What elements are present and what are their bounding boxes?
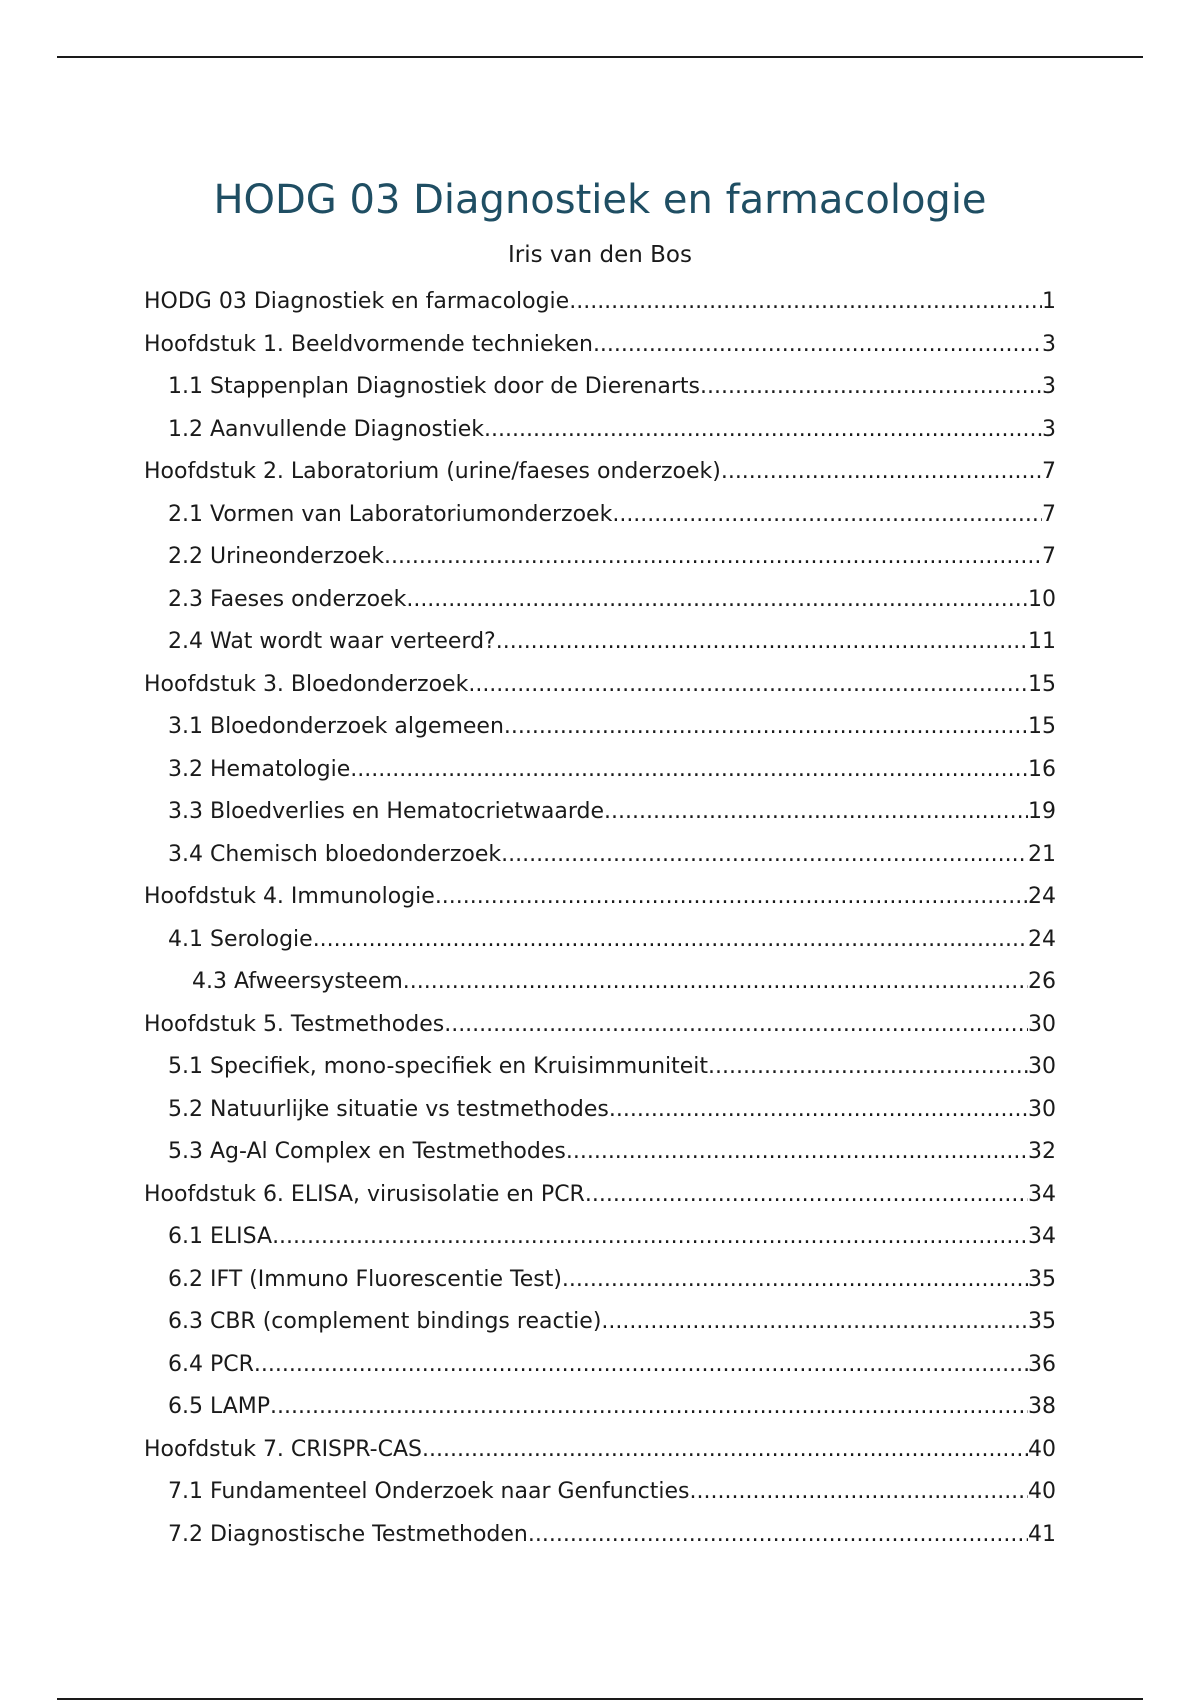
toc-dot-leader bbox=[612, 500, 1042, 530]
toc-dot-leader bbox=[601, 1307, 1028, 1337]
toc-entry[interactable] bbox=[144, 797, 1056, 840]
toc-dot-leader bbox=[585, 1180, 1028, 1210]
toc-entry-page-number: 15 bbox=[1028, 671, 1056, 697]
toc-entry-page-number: 41 bbox=[1028, 1521, 1056, 1547]
toc-entry[interactable] bbox=[144, 1392, 1056, 1435]
toc-dot-leader bbox=[593, 330, 1042, 360]
toc-entry-label: 1.2 Aanvullende Diagnostiek bbox=[168, 416, 484, 442]
toc-entry[interactable] bbox=[144, 840, 1056, 883]
toc-entry-page-number: 7 bbox=[1042, 501, 1056, 527]
toc-entry-label: Hoofdstuk 2. Laboratorium (urine/faeses onderzoek) bbox=[144, 459, 721, 484]
toc-entry-page-number: 24 bbox=[1028, 884, 1056, 909]
toc-entry-label: 4.1 Serologie bbox=[168, 926, 313, 952]
toc-entry-page-number: 7 bbox=[1042, 459, 1056, 484]
toc-entry[interactable] bbox=[144, 1180, 1056, 1223]
toc-dot-leader bbox=[468, 670, 1028, 700]
toc-dot-leader bbox=[566, 1137, 1028, 1167]
toc-entry-page-number: 35 bbox=[1028, 1266, 1056, 1292]
toc-entry[interactable] bbox=[144, 415, 1056, 458]
toc-entry[interactable] bbox=[144, 712, 1056, 755]
toc-entry[interactable] bbox=[144, 967, 1056, 1010]
toc-dot-leader bbox=[350, 755, 1028, 785]
toc-dot-leader bbox=[254, 1350, 1028, 1380]
toc-entry[interactable] bbox=[144, 542, 1056, 585]
toc-entry-label: 3.2 Hematologie bbox=[168, 756, 351, 782]
toc-entry[interactable] bbox=[144, 1137, 1056, 1180]
toc-entry-page-number: 26 bbox=[1028, 969, 1056, 994]
toc-entry[interactable] bbox=[144, 925, 1056, 968]
toc-entry-label: Hoofdstuk 7. CRISPR-CAS bbox=[144, 1436, 422, 1462]
toc-entry-page-number: 38 bbox=[1028, 1394, 1056, 1419]
toc-entry-label: 6.5 LAMP bbox=[168, 1394, 271, 1419]
toc-dot-leader bbox=[528, 1520, 1028, 1550]
toc-entry-label: 7.2 Diagnostische Testmethoden bbox=[168, 1521, 528, 1547]
toc-entry[interactable] bbox=[144, 1435, 1056, 1478]
toc-entry[interactable] bbox=[144, 1265, 1056, 1308]
toc-entry-page-number: 7 bbox=[1042, 544, 1056, 569]
toc-entry[interactable] bbox=[144, 287, 1056, 330]
toc-entry[interactable] bbox=[144, 457, 1056, 500]
toc-entry-label: 5.1 Specifiek, mono-specifiek en Kruisimmuniteit bbox=[168, 1054, 709, 1079]
toc-entry-page-number: 19 bbox=[1028, 799, 1056, 824]
toc-dot-leader bbox=[496, 627, 1028, 657]
toc-dot-leader bbox=[504, 712, 1028, 742]
toc-entry-page-number: 34 bbox=[1028, 1224, 1056, 1249]
toc-entry[interactable] bbox=[144, 1095, 1056, 1138]
toc-entry[interactable] bbox=[144, 1307, 1056, 1350]
toc-dot-leader bbox=[444, 1010, 1028, 1040]
toc-dot-leader bbox=[501, 840, 1028, 870]
toc-entry-label: 6.3 CBR (complement bindings reactie) bbox=[168, 1309, 602, 1334]
toc-entry-page-number: 30 bbox=[1028, 1054, 1056, 1079]
toc-entry-page-number: 11 bbox=[1028, 629, 1056, 654]
toc-entry[interactable] bbox=[144, 755, 1056, 798]
toc-entry-page-number: 1 bbox=[1042, 289, 1056, 314]
toc-entry-page-number: 35 bbox=[1028, 1309, 1056, 1334]
toc-dot-leader bbox=[270, 1392, 1028, 1422]
toc-entry-label: 2.1 Vormen van Laboratoriumonderzoek bbox=[168, 501, 613, 527]
document-title: HODG 03 Diagnostiek en farmacologie bbox=[213, 177, 987, 223]
toc-entry-label: Hoofdstuk 6. ELISA, virusisolatie en PCR bbox=[144, 1181, 585, 1207]
toc-entry[interactable] bbox=[144, 585, 1056, 628]
toc-entry-page-number: 30 bbox=[1028, 1011, 1056, 1037]
toc-dot-leader bbox=[484, 415, 1042, 445]
toc-entry-label: 6.2 IFT (Immuno Fluorescentie Test) bbox=[168, 1266, 562, 1292]
toc-entry-label: 3.4 Chemisch bloedonderzoek bbox=[168, 841, 502, 867]
toc-entry-page-number: 24 bbox=[1028, 926, 1056, 952]
toc-entry-label: 3.3 Bloedverlies en Hematocrietwaarde bbox=[168, 799, 605, 824]
toc-dot-leader bbox=[700, 372, 1042, 402]
toc-entry-page-number: 34 bbox=[1028, 1181, 1056, 1207]
toc-entry[interactable] bbox=[144, 1520, 1056, 1563]
toc-entry-page-number: 3 bbox=[1042, 374, 1056, 399]
toc-entry-label: 2.4 Wat wordt waar verteerd? bbox=[168, 629, 496, 654]
toc-entry-label: 3.1 Bloedonderzoek algemeen bbox=[168, 714, 504, 739]
toc-entry-page-number: 36 bbox=[1028, 1351, 1056, 1377]
toc-dot-leader bbox=[272, 1222, 1028, 1252]
toc-entry-label: 7.1 Fundamenteel Onderzoek naar Genfuncties bbox=[168, 1479, 690, 1504]
toc-dot-leader bbox=[708, 1052, 1028, 1082]
toc-dot-leader bbox=[406, 585, 1028, 615]
toc-dot-leader bbox=[721, 457, 1042, 487]
toc-entry-label: 2.2 Urineonderzoek bbox=[168, 544, 384, 569]
toc-entry-label: Hoofdstuk 5. Testmethodes bbox=[144, 1011, 445, 1037]
toc-dot-leader bbox=[569, 287, 1042, 317]
toc-dot-leader bbox=[690, 1477, 1029, 1507]
toc-entry-label: Hoofdstuk 3. Bloedonderzoek bbox=[144, 671, 469, 697]
toc-dot-leader bbox=[313, 925, 1028, 955]
toc-entry-page-number: 40 bbox=[1028, 1436, 1056, 1462]
table-of-contents bbox=[144, 287, 1056, 1562]
toc-dot-leader bbox=[384, 542, 1042, 572]
header-rule bbox=[57, 56, 1143, 58]
toc-entry-page-number: 21 bbox=[1028, 841, 1056, 867]
toc-entry[interactable] bbox=[144, 500, 1056, 543]
toc-entry-page-number: 15 bbox=[1028, 714, 1056, 739]
toc-entry[interactable] bbox=[144, 1350, 1056, 1393]
toc-entry-label: 1.1 Stappenplan Diagnostiek door de Dierenarts bbox=[168, 374, 700, 399]
toc-entry-page-number: 16 bbox=[1028, 756, 1056, 782]
toc-dot-leader bbox=[562, 1265, 1028, 1295]
toc-entry-label: 6.4 PCR bbox=[168, 1351, 254, 1377]
toc-dot-leader bbox=[422, 1435, 1028, 1465]
toc-entry[interactable] bbox=[144, 627, 1056, 670]
toc-entry[interactable] bbox=[144, 1222, 1056, 1265]
toc-dot-leader bbox=[609, 1095, 1028, 1125]
toc-entry-label: 5.3 Ag-Al Complex en Testmethodes bbox=[168, 1139, 566, 1164]
toc-entry-page-number: 3 bbox=[1042, 416, 1056, 442]
toc-entry-label: 5.2 Natuurlijke situatie vs testmethodes bbox=[168, 1096, 609, 1122]
toc-entry-label: 4.3 Afweersysteem bbox=[192, 969, 403, 994]
toc-entry-label: HODG 03 Diagnostiek en farmacologie bbox=[144, 289, 570, 314]
toc-entry[interactable] bbox=[144, 1052, 1056, 1095]
toc-entry[interactable] bbox=[144, 882, 1056, 925]
toc-dot-leader bbox=[403, 967, 1028, 997]
toc-entry[interactable] bbox=[144, 372, 1056, 415]
toc-entry-page-number: 3 bbox=[1042, 331, 1056, 357]
toc-entry-label: 6.1 ELISA bbox=[168, 1224, 273, 1249]
toc-entry-label: Hoofdstuk 4. Immunologie bbox=[144, 884, 435, 909]
toc-entry-page-number: 32 bbox=[1028, 1139, 1056, 1164]
toc-dot-leader bbox=[604, 797, 1028, 827]
toc-entry-page-number: 30 bbox=[1028, 1096, 1056, 1122]
toc-entry[interactable] bbox=[144, 1477, 1056, 1520]
toc-entry-label: Hoofdstuk 1. Beeldvormende technieken bbox=[144, 331, 593, 357]
toc-entry-label: 2.3 Faeses onderzoek bbox=[168, 586, 407, 612]
toc-entry-page-number: 10 bbox=[1028, 586, 1056, 612]
toc-entry[interactable] bbox=[144, 670, 1056, 713]
toc-entry[interactable] bbox=[144, 1010, 1056, 1053]
toc-entry[interactable] bbox=[144, 330, 1056, 373]
toc-entry-page-number: 40 bbox=[1028, 1479, 1056, 1504]
toc-dot-leader bbox=[435, 882, 1028, 912]
document-author: Iris van den Bos bbox=[508, 242, 692, 268]
